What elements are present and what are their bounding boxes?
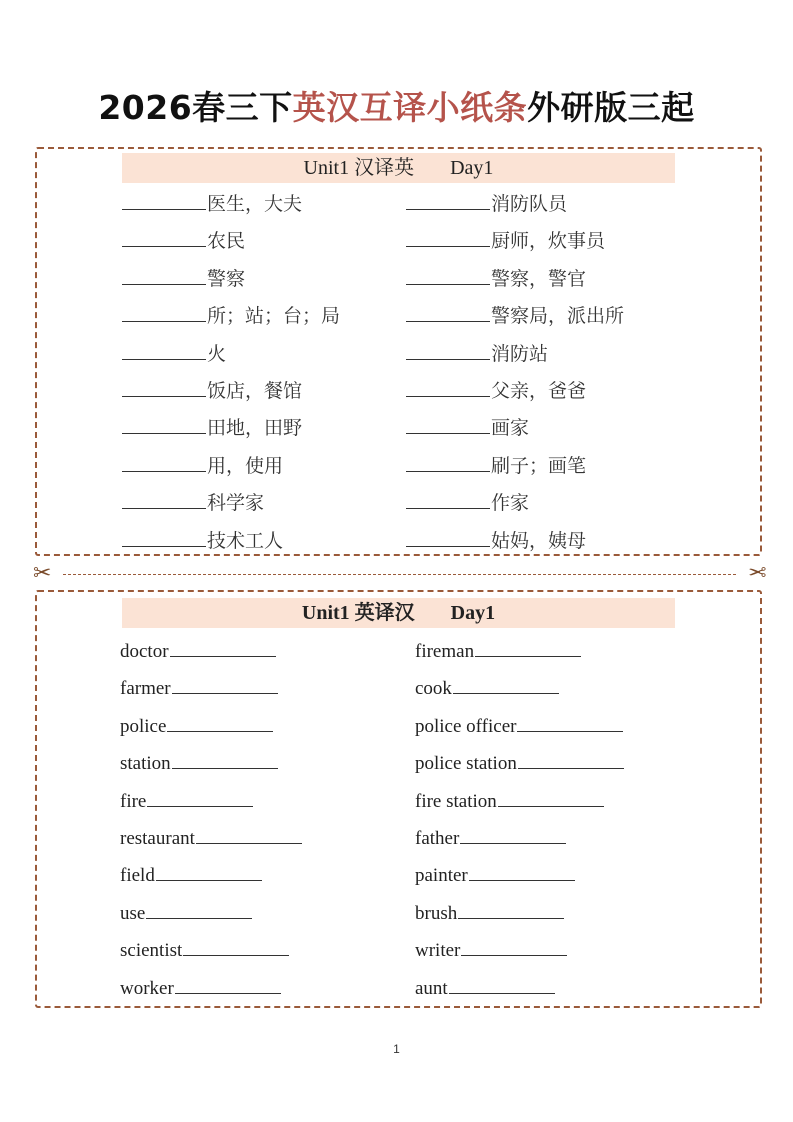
answer-blank[interactable]	[406, 379, 490, 397]
english-word: farmer	[120, 678, 171, 700]
cn-to-en-section	[35, 147, 762, 556]
page-title	[0, 82, 793, 129]
vocab-row	[120, 636, 276, 666]
vocab-row	[415, 973, 555, 1003]
answer-blank[interactable]	[175, 976, 281, 994]
english-word: brush	[415, 902, 458, 924]
chinese-word: 火	[207, 342, 227, 365]
cut-line	[33, 562, 766, 586]
vocab-row	[120, 898, 252, 928]
vocab-row	[120, 711, 273, 741]
vocab-row	[415, 898, 564, 928]
answer-blank[interactable]	[406, 454, 490, 472]
en-to-cn-day: Day1	[450, 602, 496, 624]
english-word: worker	[120, 977, 174, 999]
answer-blank[interactable]	[475, 639, 581, 657]
english-word: restaurant	[120, 828, 195, 849]
english-word: field	[120, 865, 155, 887]
answer-blank[interactable]	[449, 976, 555, 994]
english-word: fire station	[415, 790, 497, 812]
answer-blank[interactable]	[170, 639, 276, 657]
english-word: aunt	[415, 977, 448, 999]
vocab-row	[122, 376, 302, 406]
answer-blank[interactable]	[122, 229, 206, 247]
answer-blank[interactable]	[518, 751, 624, 769]
chinese-word: 刷子；画笔	[491, 454, 587, 477]
vocab-row	[120, 673, 278, 703]
english-word: scientist	[120, 940, 183, 962]
answer-blank[interactable]	[122, 342, 206, 360]
en-to-cn-header	[122, 598, 675, 628]
vocab-row	[122, 301, 340, 331]
answer-blank[interactable]	[406, 304, 490, 322]
vocab-row	[415, 711, 623, 741]
title-suffix: 外研版三起	[527, 88, 695, 127]
english-word: station	[120, 753, 171, 775]
vocab-row	[122, 189, 302, 219]
answer-blank[interactable]	[122, 379, 206, 397]
chinese-word: 画家	[491, 417, 530, 440]
answer-blank[interactable]	[406, 229, 490, 247]
english-word: police	[120, 715, 167, 737]
answer-blank[interactable]	[460, 826, 566, 844]
answer-blank[interactable]	[406, 416, 490, 434]
answer-blank[interactable]	[498, 789, 604, 807]
answer-blank[interactable]	[406, 342, 490, 360]
chinese-word: 用，使用	[207, 454, 284, 477]
en-to-cn-unit: Unit1 英译汉	[301, 602, 415, 624]
answer-blank[interactable]	[458, 901, 564, 919]
cn-to-en-day: Day1	[450, 157, 494, 179]
title-accent: 英汉互译小纸条	[292, 88, 528, 127]
vocab-row	[415, 673, 559, 703]
chinese-word: 田地，田野	[207, 417, 303, 440]
chinese-word: 所；站；台；局	[207, 305, 341, 328]
vocab-row	[120, 786, 253, 816]
vocab-row	[406, 339, 548, 369]
english-word: fireman	[415, 641, 475, 662]
vocab-row	[122, 451, 283, 481]
scissors-icon: ✂	[747, 561, 766, 586]
english-word: doctor	[120, 641, 169, 662]
vocab-row	[122, 488, 264, 518]
answer-blank[interactable]	[167, 714, 273, 732]
cn-to-en-unit: Unit1 汉译英	[303, 157, 415, 179]
answer-blank[interactable]	[406, 192, 490, 210]
chinese-word: 技术工人	[207, 529, 284, 552]
vocab-row	[122, 226, 245, 256]
vocab-row	[406, 301, 624, 331]
vocab-row	[406, 376, 586, 406]
vocab-row	[415, 823, 566, 853]
answer-blank[interactable]	[172, 676, 278, 694]
scissors-icon: ✂	[33, 561, 52, 586]
vocab-row	[415, 748, 624, 778]
chinese-word: 消防队员	[491, 193, 568, 215]
answer-blank[interactable]	[122, 192, 206, 210]
answer-blank[interactable]	[172, 751, 278, 769]
chinese-word: 警察	[207, 267, 246, 290]
answer-blank[interactable]	[406, 529, 490, 547]
chinese-word: 警察，警官	[491, 267, 587, 290]
chinese-word: 厨师，炊事员	[491, 230, 606, 253]
vocab-row	[122, 413, 302, 443]
vocab-row	[406, 226, 605, 256]
vocab-row	[415, 935, 567, 965]
vocab-row	[120, 748, 278, 778]
english-word: police officer	[415, 715, 517, 737]
vocab-row	[120, 935, 289, 965]
answer-blank[interactable]	[122, 454, 206, 472]
answer-blank[interactable]	[461, 938, 567, 956]
answer-blank[interactable]	[146, 901, 252, 919]
answer-blank[interactable]	[122, 529, 206, 547]
english-word: writer	[415, 940, 461, 962]
answer-blank[interactable]	[122, 416, 206, 434]
english-word: police station	[415, 753, 517, 775]
answer-blank[interactable]	[122, 304, 206, 322]
chinese-word: 父亲，爸爸	[491, 380, 587, 402]
vocab-row	[122, 264, 245, 294]
cut-dashed-line	[63, 574, 736, 575]
answer-blank[interactable]	[122, 491, 206, 509]
vocab-row	[120, 973, 281, 1003]
vocab-row	[406, 526, 586, 556]
answer-blank[interactable]	[156, 863, 262, 881]
vocab-row	[120, 860, 262, 890]
english-word: cook	[415, 678, 452, 700]
vocab-row	[122, 526, 283, 556]
answer-blank[interactable]	[183, 938, 289, 956]
vocab-row	[415, 636, 581, 666]
english-word: painter	[415, 865, 468, 887]
vocab-row	[406, 451, 586, 481]
vocab-row	[406, 189, 567, 219]
vocab-row	[415, 786, 604, 816]
page-number: 1	[393, 1042, 400, 1056]
vocab-row	[122, 339, 226, 369]
chinese-word: 作家	[491, 492, 530, 515]
chinese-word: 医生，大夫	[207, 193, 303, 215]
answer-blank[interactable]	[453, 676, 559, 694]
answer-blank[interactable]	[122, 267, 206, 285]
chinese-word: 姑妈，姨母	[491, 529, 587, 552]
chinese-word: 科学家	[207, 492, 265, 515]
vocab-row	[415, 860, 575, 890]
vocab-row	[120, 823, 302, 853]
vocab-row	[406, 488, 529, 518]
answer-blank[interactable]	[469, 863, 575, 881]
cn-to-en-header	[122, 153, 675, 183]
answer-blank[interactable]	[147, 789, 253, 807]
english-word: fire	[120, 790, 147, 812]
vocab-row	[406, 264, 586, 294]
answer-blank[interactable]	[517, 714, 623, 732]
answer-blank[interactable]	[406, 267, 490, 285]
chinese-word: 饭店，餐馆	[207, 380, 303, 402]
english-word: use	[120, 902, 146, 924]
en-to-cn-section	[35, 590, 762, 1008]
answer-blank[interactable]	[406, 491, 490, 509]
vocab-row	[406, 413, 529, 443]
answer-blank[interactable]	[196, 826, 302, 844]
chinese-word: 警察局，派出所	[491, 305, 625, 328]
chinese-word: 农民	[207, 230, 246, 253]
chinese-word: 消防站	[491, 342, 549, 365]
title-prefix: 2026春三下	[98, 88, 293, 127]
english-word: father	[415, 828, 460, 849]
